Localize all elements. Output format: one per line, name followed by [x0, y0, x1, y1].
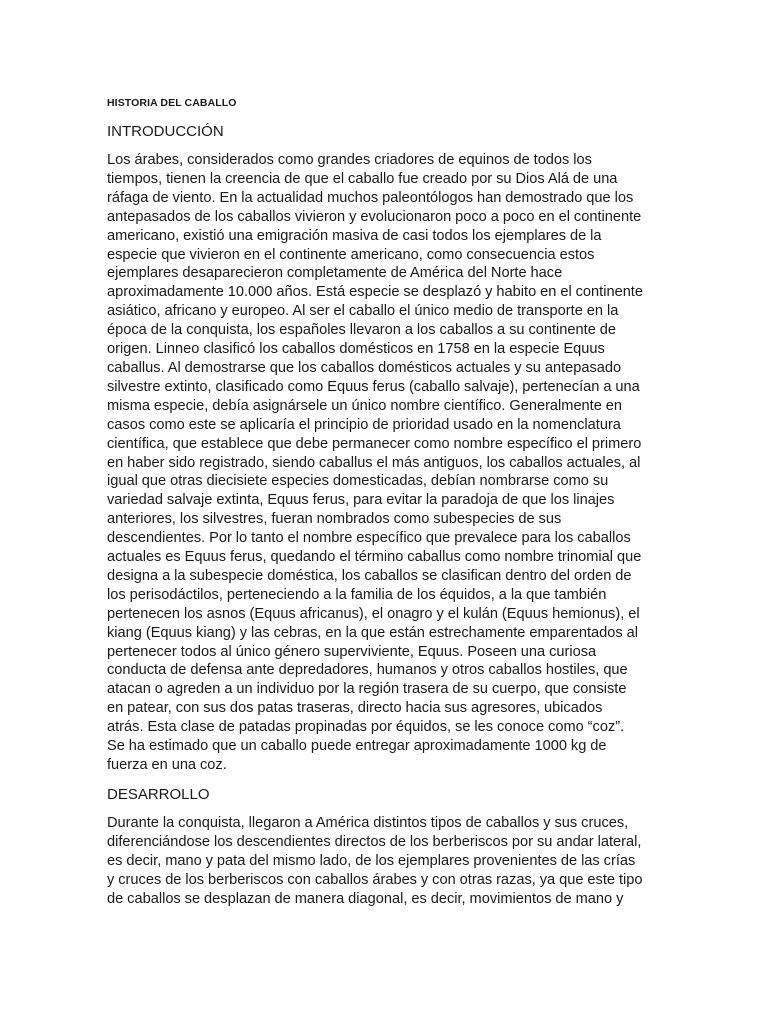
- section-paragraph-desarrollo: Durante la conquista, llegaron a América distintos tipos de caballos y sus cruces, diferenciándose los descendientes directos de los berberiscos por su andar lateral, es decir, mano y pata del mismo lado, de los ejemplares provenientes de las crías y cruces de los berberiscos con caballos árabes y con otras razas, ya que este tipo de caballos se desplazan de manera diagonal, es decir, movimientos de mano y: [107, 814, 643, 907]
- section-paragraph-introduccion: Los árabes, considerados como grandes criadores de equinos de todos los tiempos, tienen la creencia de que el caballo fue creado por su Dios Alá de una ráfaga de viento. En la actualidad muchos paleontólogos han demostrado que los antepasados de los caballos vivieron y evolucionaron poco a poco en el continente americano, existió una emigración masiva de casi todos los ejemplares de la especie que vivieron en el continente americano, como consecuencia estos ejemplares desaparecieron completamente de América del Norte hace aproximadamente 10.000 años. Está especie se desplazó y habito en el continente asiático, africano y europeo. Al ser el caballo el único medio de transporte en la época de la conquista, los españoles llevaron a los caballos a su continente de origen. Linneo clasificó los caballos domésticos en 1758 en la especie Equus caballus. Al demostrarse que los caballos domésticos actuales y su antepasado silvestre extinto, clasificado como Equus ferus (caballo salvaje), pertenecían a una misma especie, debía asignársele un único nombre científico. Generalmente en casos como este se aplicaría el principio de prioridad usado en la nomenclatura científica, que establece que debe permanecer como nombre específico el primero en haber sido registrado, siendo caballus el más antiguos, los caballos actuales, al igual que otras diecisiete especies domesticadas, debían nombrarse como su variedad salvaje extinta, Equus ferus, para evitar la paradoja de que los linajes anteriores, los silvestres, fueran nombrados como subespecies de sus descendientes. Por lo tanto el nombre específico que prevalece para los caballos actuales es Equus ferus, quedando el término caballus como nombre trinomial que designa a la subespecie doméstica, los caballos se clasifican dentro del orden de los perisodáctilos, perteneciendo a la familia de los équidos, a la que también pertenecen los asnos (Equus africanus), el onagro y el kulán (Equus hemionus), el kiang (Equus kiang) y las cebras, en la que están estrechamente emparentados al pertenecer todos al único género superviviente, Equus. Poseen una curiosa conducta de defensa ante depredadores, humanos y otros caballos hostiles, que atacan o agreden a un individuo por la región trasera de su cuerpo, que consiste en patear, con sus dos patas traseras, directo hacia sus agresores, ubicados atrás. Esta clase de patadas propinadas por équidos, se les conoce como “coz”. Se ha estimado que un caballo puede entregar aproximadamente 1000 kg de fuerza en una coz.: [107, 152, 643, 773]
- section-heading-introduccion: INTRODUCCIÓN: [107, 123, 224, 140]
- document-page: [107, 92, 667, 908]
- section-heading-desarrollo: DESARROLLO: [107, 785, 210, 803]
- document-title: HISTORIA DEL CABALLO: [107, 97, 237, 109]
